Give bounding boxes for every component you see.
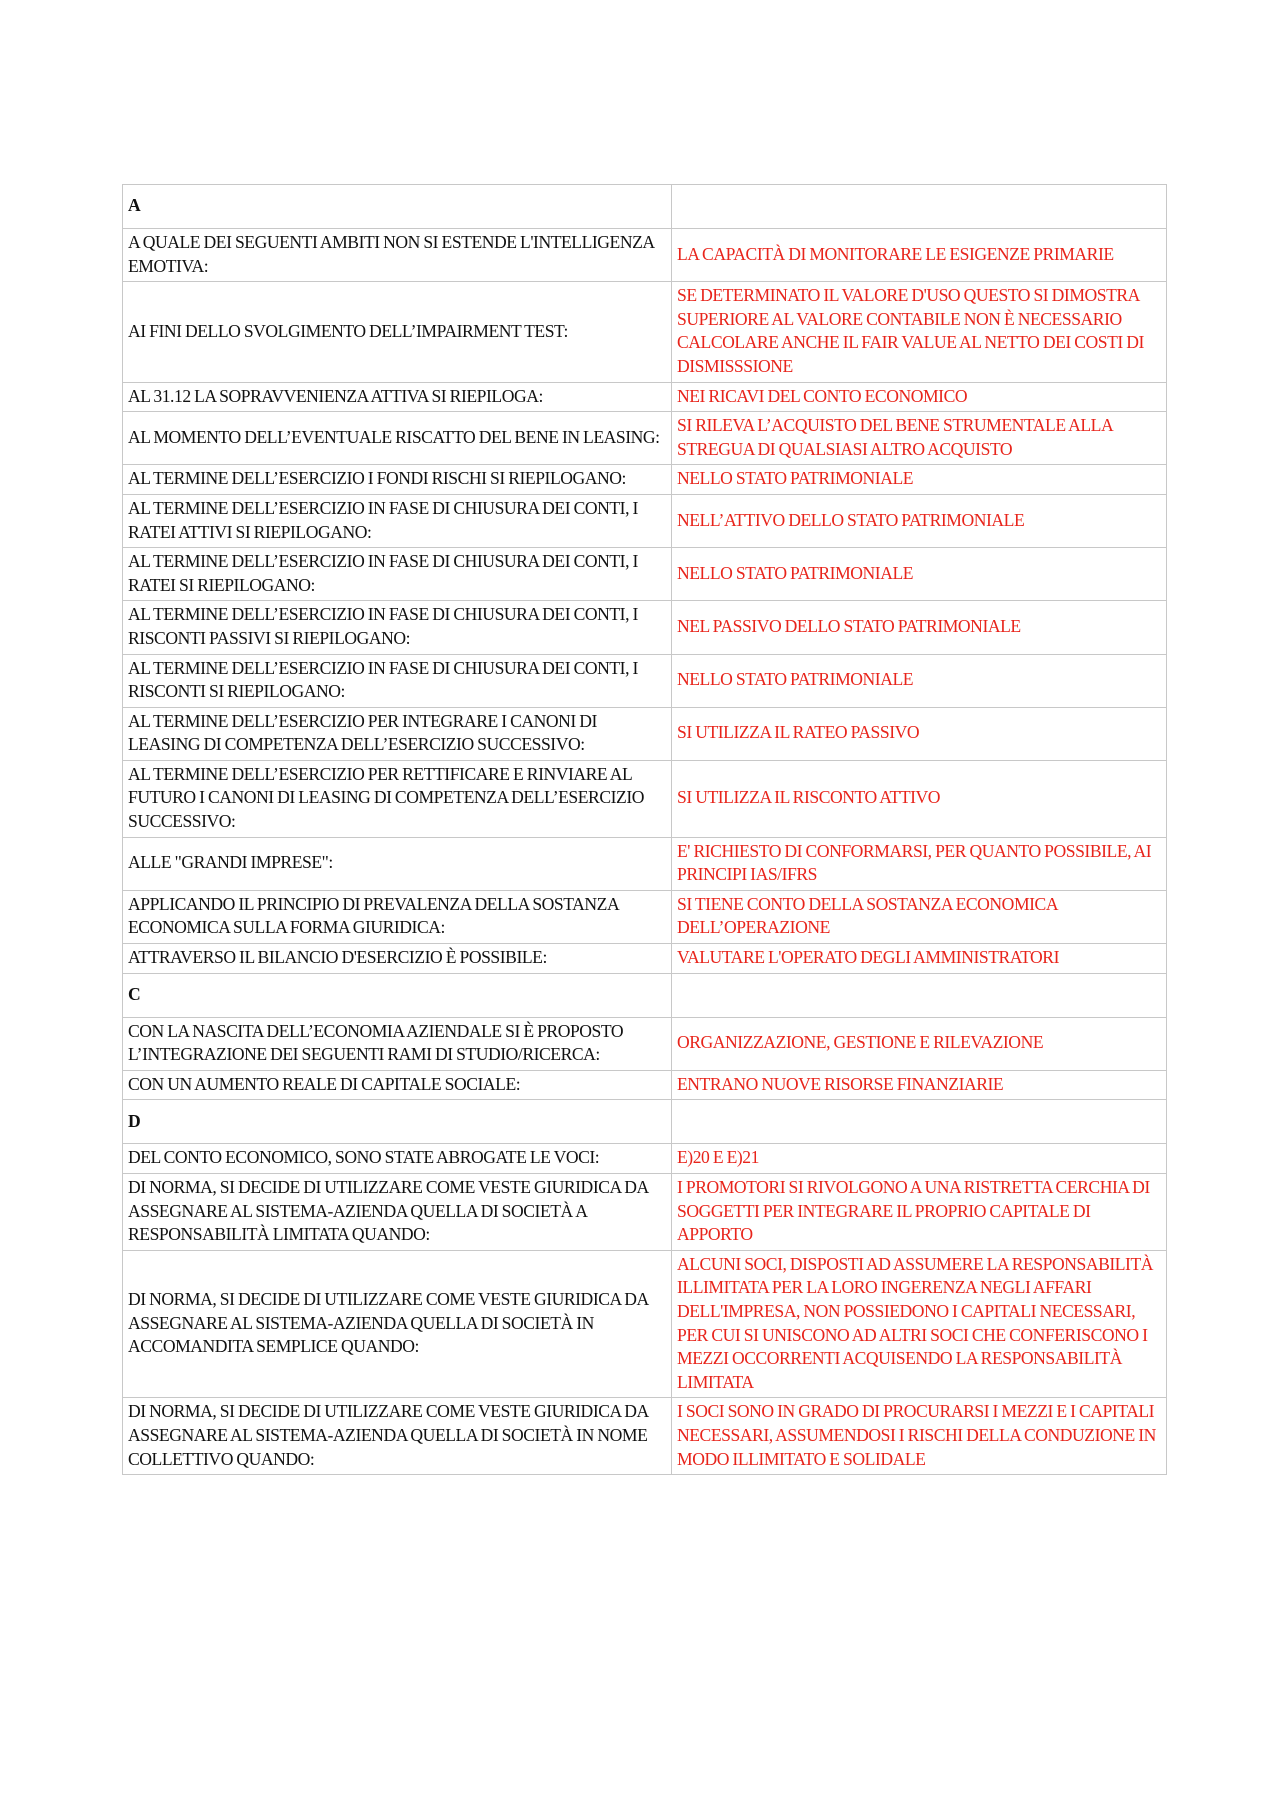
question-cell: DI NORMA, SI DECIDE DI UTILIZZARE COME VESTE GIURIDICA DA ASSEGNARE AL SISTEMA-AZIENDA QUELLA DI SOCIETÀ IN ACCOMANDITA SEMPLICE QUANDO:	[123, 1250, 672, 1398]
question-cell: AL TERMINE DELL’ESERCIZIO PER INTEGRARE I CANONI DI LEASING DI COMPETENZA DELL’ESERCIZIO SUCCESSIVO:	[123, 707, 672, 760]
question-cell: DEL CONTO ECONOMICO, SONO STATE ABROGATE LE VOCI:	[123, 1144, 672, 1174]
answer-cell: SE DETERMINATO IL VALORE D'USO QUESTO SI DIMOSTRA SUPERIORE AL VALORE CONTABILE NON È NECESSARIO CALCOLARE ANCHE IL FAIR VALUE AL NETTO DEI COSTI DI DISMISSSIONE	[672, 282, 1167, 382]
table-row	[123, 601, 1167, 654]
table-row	[123, 654, 1167, 707]
question-cell: ATTRAVERSO IL BILANCIO D'ESERCIZIO È POSSIBILE:	[123, 944, 672, 974]
table-row	[123, 1070, 1167, 1100]
question-cell: DI NORMA, SI DECIDE DI UTILIZZARE COME VESTE GIURIDICA DA ASSEGNARE AL SISTEMA-AZIENDA QUELLA DI SOCIETÀ A RESPONSABILITÀ LIMITATA QUANDO:	[123, 1174, 672, 1251]
section-letter-empty-cell	[672, 973, 1167, 1017]
answer-cell: NEI RICAVI DEL CONTO ECONOMICO	[672, 382, 1167, 412]
question-cell: AL TERMINE DELL’ESERCIZIO PER RETTIFICARE E RINVIARE AL FUTURO I CANONI DI LEASING DI COMPETENZA DELL’ESERCIZIO SUCCESSIVO:	[123, 760, 672, 837]
table-row	[123, 282, 1167, 382]
answer-cell: E)20 E E)21	[672, 1144, 1167, 1174]
section-letter-empty-cell	[672, 185, 1167, 229]
section-letter-row	[123, 185, 1167, 229]
answer-cell: SI TIENE CONTO DELLA SOSTANZA ECONOMICA DELL’OPERAZIONE	[672, 890, 1167, 943]
table-row	[123, 837, 1167, 890]
question-cell: AL TERMINE DELL’ESERCIZIO IN FASE DI CHIUSURA DEI CONTI, I RATEI SI RIEPILOGANO:	[123, 548, 672, 601]
table-row	[123, 707, 1167, 760]
question-cell: AL TERMINE DELL’ESERCIZIO IN FASE DI CHIUSURA DEI CONTI, I RISCONTI PASSIVI SI RIEPILOGANO:	[123, 601, 672, 654]
question-cell: CON LA NASCITA DELL’ECONOMIA AZIENDALE SI È PROPOSTO L’INTEGRAZIONE DEI SEGUENTI RAMI DI STUDIO/RICERCA:	[123, 1017, 672, 1070]
question-cell: ALLE "GRANDI IMPRESE":	[123, 837, 672, 890]
answer-cell: SI UTILIZZA IL RATEO PASSIVO	[672, 707, 1167, 760]
table-row	[123, 494, 1167, 547]
question-cell: AL TERMINE DELL’ESERCIZIO IN FASE DI CHIUSURA DEI CONTI, I RATEI ATTIVI SI RIEPILOGANO:	[123, 494, 672, 547]
question-cell: A QUALE DEI SEGUENTI AMBITI NON SI ESTENDE L'INTELLIGENZA EMOTIVA:	[123, 229, 672, 282]
answer-cell: NELLO STATO PATRIMONIALE	[672, 465, 1167, 495]
table-row	[123, 760, 1167, 837]
table-row	[123, 229, 1167, 282]
table-row	[123, 1250, 1167, 1398]
answer-cell: SI UTILIZZA IL RISCONTO ATTIVO	[672, 760, 1167, 837]
qa-table-body	[123, 185, 1167, 1475]
table-row	[123, 548, 1167, 601]
section-letter-row	[123, 1100, 1167, 1144]
table-row	[123, 412, 1167, 465]
question-cell: AI FINI DELLO SVOLGIMENTO DELL’IMPAIRMENT TEST:	[123, 282, 672, 382]
table-row	[123, 382, 1167, 412]
table-row	[123, 890, 1167, 943]
table-row	[123, 944, 1167, 974]
section-letter: A	[123, 185, 672, 229]
section-letter-row	[123, 973, 1167, 1017]
answer-cell: NELLO STATO PATRIMONIALE	[672, 548, 1167, 601]
section-letter-empty-cell	[672, 1100, 1167, 1144]
answer-cell: SI RILEVA L’ACQUISTO DEL BENE STRUMENTALE ALLA STREGUA DI QUALSIASI ALTRO ACQUISTO	[672, 412, 1167, 465]
question-cell: AL TERMINE DELL’ESERCIZIO I FONDI RISCHI SI RIEPILOGANO:	[123, 465, 672, 495]
table-row	[123, 1174, 1167, 1251]
question-cell: AL MOMENTO DELL’EVENTUALE RISCATTO DEL BENE IN LEASING:	[123, 412, 672, 465]
section-letter: D	[123, 1100, 672, 1144]
answer-cell: E' RICHIESTO DI CONFORMARSI, PER QUANTO POSSIBILE, AI PRINCIPI IAS/IFRS	[672, 837, 1167, 890]
question-cell: AL 31.12 LA SOPRAVVENIENZA ATTIVA SI RIEPILOGA:	[123, 382, 672, 412]
answer-cell: ORGANIZZAZIONE, GESTIONE E RILEVAZIONE	[672, 1017, 1167, 1070]
question-cell: APPLICANDO IL PRINCIPIO DI PREVALENZA DELLA SOSTANZA ECONOMICA SULLA FORMA GIURIDICA:	[123, 890, 672, 943]
answer-cell: ENTRANO NUOVE RISORSE FINANZIARIE	[672, 1070, 1167, 1100]
answer-cell: I SOCI SONO IN GRADO DI PROCURARSI I MEZZI E I CAPITALI NECESSARI, ASSUMENDOSI I RISCHI DELLA CONDUZIONE IN MODO ILLIMITATO E SOLIDALE	[672, 1398, 1167, 1475]
table-row	[123, 1017, 1167, 1070]
section-letter: C	[123, 973, 672, 1017]
answer-cell: NELLO STATO PATRIMONIALE	[672, 654, 1167, 707]
answer-cell: I PROMOTORI SI RIVOLGONO A UNA RISTRETTA CERCHIA DI SOGGETTI PER INTEGRARE IL PROPRIO CAPITALE DI APPORTO	[672, 1174, 1167, 1251]
question-cell: DI NORMA, SI DECIDE DI UTILIZZARE COME VESTE GIURIDICA DA ASSEGNARE AL SISTEMA-AZIENDA QUELLA DI SOCIETÀ IN NOME COLLETTIVO QUANDO:	[123, 1398, 672, 1475]
table-row	[123, 465, 1167, 495]
answer-cell: VALUTARE L'OPERATO DEGLI AMMINISTRATORI	[672, 944, 1167, 974]
answer-cell: NELL’ATTIVO DELLO STATO PATRIMONIALE	[672, 494, 1167, 547]
qa-table	[122, 184, 1167, 1475]
answer-cell: ALCUNI SOCI, DISPOSTI AD ASSUMERE LA RESPONSABILITÀ ILLIMITATA PER LA LORO INGERENZA NEGLI AFFARI DELL'IMPRESA, NON POSSIEDONO I CAPITALI NECESSARI, PER CUI SI UNISCONO AD ALTRI SOCI CHE CONFERISCONO I MEZZI OCCORRENTI ACQUISENDO LA RESPONSABILITÀ LIMITATA	[672, 1250, 1167, 1398]
table-row	[123, 1144, 1167, 1174]
question-cell: AL TERMINE DELL’ESERCIZIO IN FASE DI CHIUSURA DEI CONTI, I RISCONTI SI RIEPILOGANO:	[123, 654, 672, 707]
table-row	[123, 1398, 1167, 1475]
answer-cell: LA CAPACITÀ DI MONITORARE LE ESIGENZE PRIMARIE	[672, 229, 1167, 282]
answer-cell: NEL PASSIVO DELLO STATO PATRIMONIALE	[672, 601, 1167, 654]
question-cell: CON UN AUMENTO REALE DI CAPITALE SOCIALE:	[123, 1070, 672, 1100]
